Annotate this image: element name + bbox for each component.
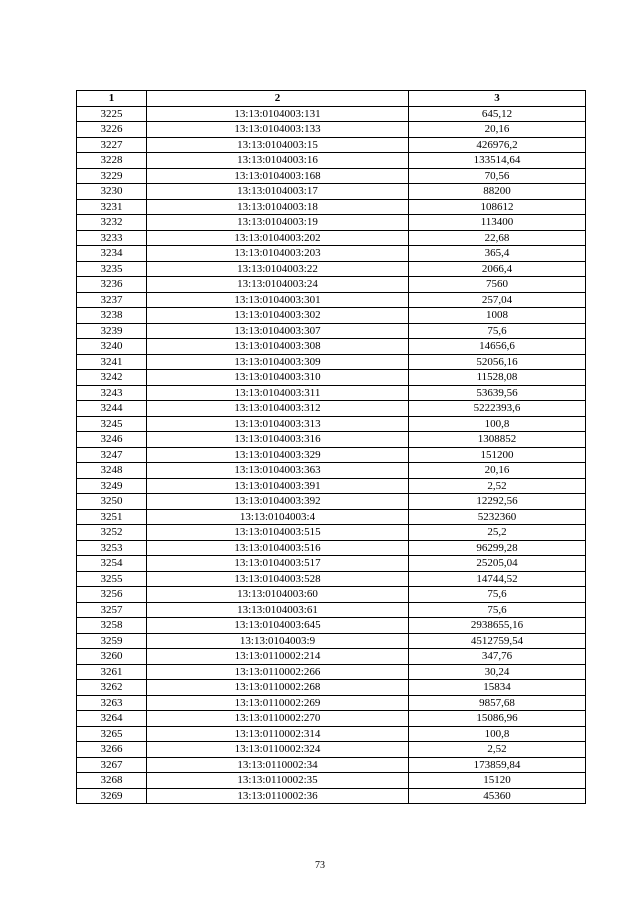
cadastral-number-cell: 13:13:0104003:308 — [147, 339, 409, 355]
table-row — [77, 540, 586, 556]
value-cell: 2066,4 — [409, 261, 586, 277]
row-number-cell: 3252 — [77, 525, 147, 541]
value-cell: 22,68 — [409, 230, 586, 246]
table-row — [77, 168, 586, 184]
table-row — [77, 416, 586, 432]
cadastral-number-cell: 13:13:0104003:168 — [147, 168, 409, 184]
row-number-cell: 3233 — [77, 230, 147, 246]
row-number-cell: 3238 — [77, 308, 147, 324]
cadastral-number-cell: 13:13:0104003:203 — [147, 246, 409, 262]
table-row — [77, 215, 586, 231]
cadastral-number-cell: 13:13:0104003:133 — [147, 122, 409, 138]
cadastral-number-cell: 13:13:0110002:324 — [147, 742, 409, 758]
value-cell: 96299,28 — [409, 540, 586, 556]
table-row — [77, 695, 586, 711]
value-cell: 25,2 — [409, 525, 586, 541]
cadastral-number-cell: 13:13:0104003:313 — [147, 416, 409, 432]
row-number-cell: 3244 — [77, 401, 147, 417]
row-number-cell: 3265 — [77, 726, 147, 742]
cadastral-number-cell: 13:13:0104003:18 — [147, 199, 409, 215]
table-row — [77, 757, 586, 773]
cadastral-number-cell: 13:13:0110002:270 — [147, 711, 409, 727]
table-row — [77, 153, 586, 169]
value-cell: 45360 — [409, 788, 586, 804]
value-cell: 15120 — [409, 773, 586, 789]
value-cell: 5222393,6 — [409, 401, 586, 417]
value-cell: 4512759,54 — [409, 633, 586, 649]
table-row — [77, 633, 586, 649]
cadastral-number-cell: 13:13:0104003:329 — [147, 447, 409, 463]
value-cell: 75,6 — [409, 602, 586, 618]
cadastral-number-cell: 13:13:0110002:268 — [147, 680, 409, 696]
column-header-2: 2 — [147, 91, 409, 107]
row-number-cell: 3267 — [77, 757, 147, 773]
row-number-cell: 3258 — [77, 618, 147, 634]
row-number-cell: 3263 — [77, 695, 147, 711]
row-number-cell: 3259 — [77, 633, 147, 649]
value-cell: 113400 — [409, 215, 586, 231]
value-cell: 15086,96 — [409, 711, 586, 727]
value-cell: 5232360 — [409, 509, 586, 525]
table-row — [77, 339, 586, 355]
table-row — [77, 509, 586, 525]
value-cell: 100,8 — [409, 726, 586, 742]
table-row — [77, 122, 586, 138]
cadastral-number-cell: 13:13:0104003:301 — [147, 292, 409, 308]
value-cell: 20,16 — [409, 463, 586, 479]
cadastral-number-cell: 13:13:0104003:528 — [147, 571, 409, 587]
cadastral-number-cell: 13:13:0104003:15 — [147, 137, 409, 153]
value-cell: 2938655,16 — [409, 618, 586, 634]
row-number-cell: 3255 — [77, 571, 147, 587]
row-number-cell: 3249 — [77, 478, 147, 494]
cadastral-number-cell: 13:13:0104003:515 — [147, 525, 409, 541]
cadastral-number-cell: 13:13:0110002:35 — [147, 773, 409, 789]
table-row — [77, 602, 586, 618]
row-number-cell: 3247 — [77, 447, 147, 463]
cadastral-number-cell: 13:13:0104003:4 — [147, 509, 409, 525]
cadastral-number-cell: 13:13:0104003:22 — [147, 261, 409, 277]
row-number-cell: 3264 — [77, 711, 147, 727]
cadastral-number-cell: 13:13:0104003:363 — [147, 463, 409, 479]
table-row — [77, 184, 586, 200]
value-cell: 14744,52 — [409, 571, 586, 587]
table-row — [77, 401, 586, 417]
value-cell: 426976,2 — [409, 137, 586, 153]
row-number-cell: 3256 — [77, 587, 147, 603]
table-row — [77, 571, 586, 587]
header-row — [77, 91, 586, 107]
value-cell: 7560 — [409, 277, 586, 293]
row-number-cell: 3240 — [77, 339, 147, 355]
table-row — [77, 370, 586, 386]
value-cell: 347,76 — [409, 649, 586, 665]
value-cell: 645,12 — [409, 106, 586, 122]
table-body — [77, 106, 586, 804]
table-row — [77, 587, 586, 603]
row-number-cell: 3227 — [77, 137, 147, 153]
row-number-cell: 3229 — [77, 168, 147, 184]
column-header-1: 1 — [77, 91, 147, 107]
table-row — [77, 664, 586, 680]
column-header-3: 3 — [409, 91, 586, 107]
value-cell: 75,6 — [409, 587, 586, 603]
table-row — [77, 680, 586, 696]
value-cell: 1008 — [409, 308, 586, 324]
cadastral-number-cell: 13:13:0104003:517 — [147, 556, 409, 572]
row-number-cell: 3250 — [77, 494, 147, 510]
row-number-cell: 3251 — [77, 509, 147, 525]
row-number-cell: 3239 — [77, 323, 147, 339]
table-header — [77, 91, 586, 107]
table-row — [77, 726, 586, 742]
cadastral-number-cell: 13:13:0104003:312 — [147, 401, 409, 417]
cadastral-number-cell: 13:13:0110002:269 — [147, 695, 409, 711]
row-number-cell: 3253 — [77, 540, 147, 556]
table-row — [77, 742, 586, 758]
cadastral-number-cell: 13:13:0104003:516 — [147, 540, 409, 556]
value-cell: 108612 — [409, 199, 586, 215]
cadastral-number-cell: 13:13:0110002:36 — [147, 788, 409, 804]
table-row — [77, 292, 586, 308]
page-number: 73 — [315, 860, 325, 871]
row-number-cell: 3266 — [77, 742, 147, 758]
cadastral-number-cell: 13:13:0104003:16 — [147, 153, 409, 169]
cadastral-number-cell: 13:13:0110002:34 — [147, 757, 409, 773]
cadastral-number-cell: 13:13:0104003:310 — [147, 370, 409, 386]
cadastral-number-cell: 13:13:0104003:17 — [147, 184, 409, 200]
cadastral-number-cell: 13:13:0104003:202 — [147, 230, 409, 246]
table-row — [77, 463, 586, 479]
row-number-cell: 3236 — [77, 277, 147, 293]
value-cell: 133514,64 — [409, 153, 586, 169]
value-cell: 2,52 — [409, 478, 586, 494]
row-number-cell: 3228 — [77, 153, 147, 169]
cadastral-number-cell: 13:13:0110002:314 — [147, 726, 409, 742]
table-row — [77, 788, 586, 804]
row-number-cell: 3261 — [77, 664, 147, 680]
row-number-cell: 3268 — [77, 773, 147, 789]
value-cell: 100,8 — [409, 416, 586, 432]
table-row — [77, 649, 586, 665]
cadastral-number-cell: 13:13:0104003:60 — [147, 587, 409, 603]
row-number-cell: 3232 — [77, 215, 147, 231]
data-table — [76, 90, 586, 804]
cadastral-number-cell: 13:13:0104003:61 — [147, 602, 409, 618]
value-cell: 257,04 — [409, 292, 586, 308]
table-row — [77, 199, 586, 215]
table-row — [77, 277, 586, 293]
value-cell: 53639,56 — [409, 385, 586, 401]
cadastral-number-cell: 13:13:0104003:19 — [147, 215, 409, 231]
table-row — [77, 308, 586, 324]
value-cell: 70,56 — [409, 168, 586, 184]
table-row — [77, 323, 586, 339]
table-row — [77, 246, 586, 262]
table-row — [77, 478, 586, 494]
cadastral-number-cell: 13:13:0110002:214 — [147, 649, 409, 665]
table-row — [77, 618, 586, 634]
table-row — [77, 137, 586, 153]
row-number-cell: 3269 — [77, 788, 147, 804]
cadastral-number-cell: 13:13:0104003:302 — [147, 308, 409, 324]
row-number-cell: 3254 — [77, 556, 147, 572]
cadastral-number-cell: 13:13:0104003:309 — [147, 354, 409, 370]
table-row — [77, 525, 586, 541]
value-cell: 151200 — [409, 447, 586, 463]
value-cell: 88200 — [409, 184, 586, 200]
row-number-cell: 3231 — [77, 199, 147, 215]
table-row — [77, 230, 586, 246]
cadastral-number-cell: 13:13:0104003:24 — [147, 277, 409, 293]
cadastral-number-cell: 13:13:0110002:266 — [147, 664, 409, 680]
cadastral-number-cell: 13:13:0104003:392 — [147, 494, 409, 510]
table-row — [77, 494, 586, 510]
cadastral-number-cell: 13:13:0104003:316 — [147, 432, 409, 448]
table-row — [77, 447, 586, 463]
value-cell: 25205,04 — [409, 556, 586, 572]
row-number-cell: 3241 — [77, 354, 147, 370]
cadastral-number-cell: 13:13:0104003:131 — [147, 106, 409, 122]
table-row — [77, 556, 586, 572]
row-number-cell: 3260 — [77, 649, 147, 665]
row-number-cell: 3235 — [77, 261, 147, 277]
row-number-cell: 3234 — [77, 246, 147, 262]
row-number-cell: 3248 — [77, 463, 147, 479]
row-number-cell: 3230 — [77, 184, 147, 200]
value-cell: 30,24 — [409, 664, 586, 680]
cadastral-number-cell: 13:13:0104003:311 — [147, 385, 409, 401]
value-cell: 15834 — [409, 680, 586, 696]
table-row — [77, 432, 586, 448]
table-row — [77, 773, 586, 789]
value-cell: 20,16 — [409, 122, 586, 138]
row-number-cell: 3243 — [77, 385, 147, 401]
table-row — [77, 354, 586, 370]
table-row — [77, 261, 586, 277]
table-row — [77, 385, 586, 401]
row-number-cell: 3237 — [77, 292, 147, 308]
table-row — [77, 711, 586, 727]
row-number-cell: 3262 — [77, 680, 147, 696]
row-number-cell: 3246 — [77, 432, 147, 448]
value-cell: 75,6 — [409, 323, 586, 339]
value-cell: 9857,68 — [409, 695, 586, 711]
row-number-cell: 3242 — [77, 370, 147, 386]
row-number-cell: 3225 — [77, 106, 147, 122]
row-number-cell: 3226 — [77, 122, 147, 138]
row-number-cell: 3257 — [77, 602, 147, 618]
value-cell: 12292,56 — [409, 494, 586, 510]
cadastral-number-cell: 13:13:0104003:645 — [147, 618, 409, 634]
value-cell: 14656,6 — [409, 339, 586, 355]
table-row — [77, 106, 586, 122]
cadastral-number-cell: 13:13:0104003:9 — [147, 633, 409, 649]
value-cell: 52056,16 — [409, 354, 586, 370]
value-cell: 365,4 — [409, 246, 586, 262]
value-cell: 2,52 — [409, 742, 586, 758]
cadastral-number-cell: 13:13:0104003:391 — [147, 478, 409, 494]
value-cell: 1308852 — [409, 432, 586, 448]
value-cell: 173859,84 — [409, 757, 586, 773]
row-number-cell: 3245 — [77, 416, 147, 432]
value-cell: 11528,08 — [409, 370, 586, 386]
cadastral-number-cell: 13:13:0104003:307 — [147, 323, 409, 339]
